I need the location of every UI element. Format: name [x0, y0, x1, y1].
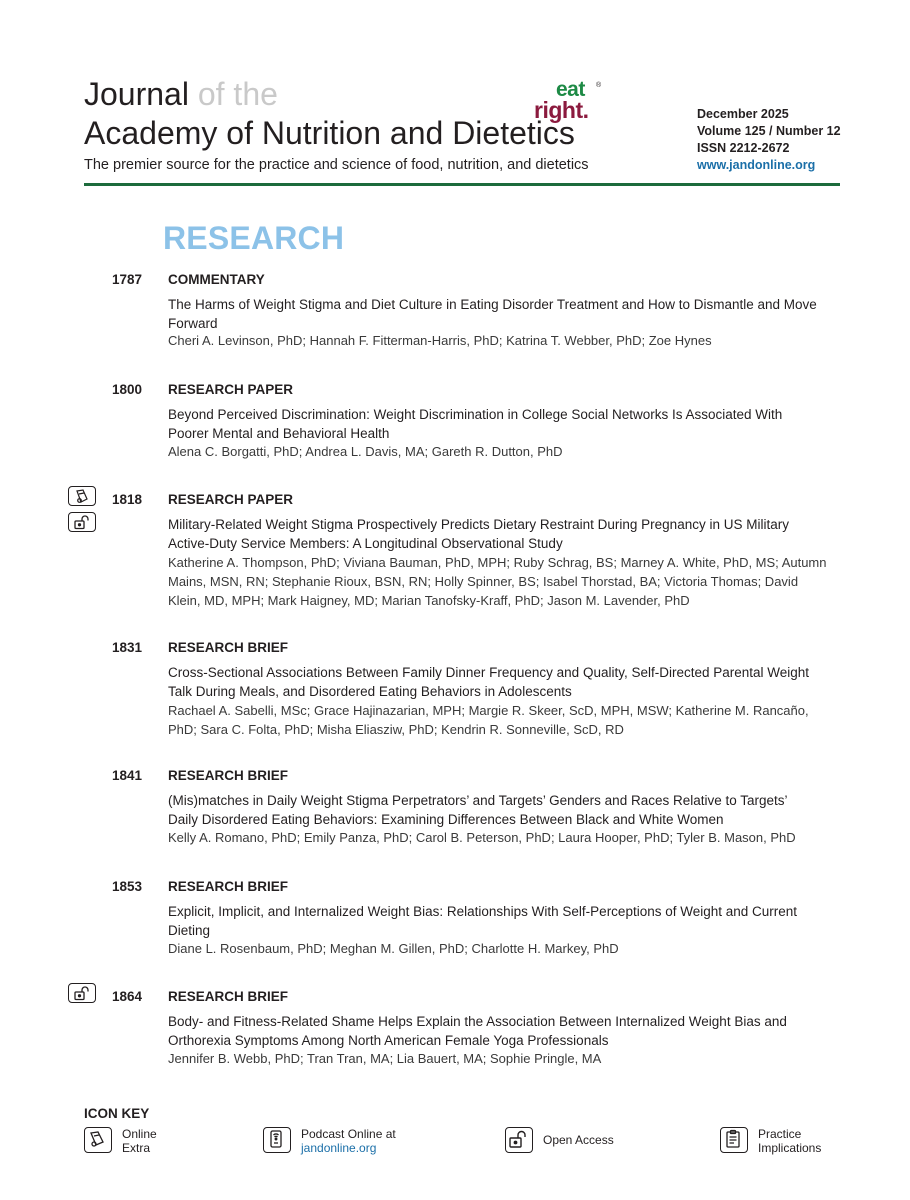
online-extra-icon	[68, 486, 96, 506]
icon-key-title: ICON KEY	[84, 1106, 150, 1121]
article-authors: Kelly A. Romano, PhD; Emily Panza, PhD; Carol B. Peterson, PhD; Laura Hooper, PhD; Tyler B. Mason, PhD	[168, 830, 796, 845]
open-access-icon	[68, 512, 96, 532]
logo-registered-mark: ®	[596, 82, 602, 89]
podcast-icon	[263, 1127, 291, 1153]
article-authors: Cheri A. Levinson, PhD; Hannah F. Fitterman-Harris, PhD; Katrina T. Webber, PhD; Zoe Hynes	[168, 333, 712, 348]
journal-title-journal: Journal	[84, 76, 189, 112]
logo-right-text: right.	[534, 97, 589, 123]
icon-key-open-access	[505, 1127, 614, 1153]
icon-key-label: Implications	[758, 1141, 822, 1155]
journal-title-line1	[84, 76, 278, 112]
page-number: 1831	[112, 640, 143, 655]
article-title[interactable]: The Harms of Weight Stigma and Diet Culture in Eating Disorder Treatment and How to Dismantle and Move Forward	[168, 297, 817, 331]
page-number: 1841	[112, 768, 143, 783]
article-category: RESEARCH BRIEF	[168, 768, 289, 783]
article-authors: Rachael A. Sabelli, MSc; Grace Hajinazarian, MPH; Margie R. Skeer, ScD, MPH, MSW; Katherine M. Rancaño, PhD; Sara C. Folta, PhD; Misha Eliasziw, PhD; Kendrin R. Sonneville, ScD, RD	[168, 703, 809, 737]
article-category: COMMENTARY	[168, 272, 265, 287]
issue-info	[697, 106, 841, 174]
masthead-rule	[84, 183, 840, 186]
icon-key-label: Podcast Online at	[301, 1127, 396, 1141]
entry-icons	[68, 486, 102, 538]
icon-key-label: Practice	[758, 1127, 802, 1141]
article-title[interactable]: Cross-Sectional Associations Between Family Dinner Frequency and Quality, Self-Directed Parental Weight Talk During Meals, and Disordered Eating Behaviors in Adolescents	[168, 665, 810, 699]
article-authors: Katherine A. Thompson, PhD; Viviana Bauman, PhD, MPH; Ruby Schrag, BS; Marney A. White, PhD, MS; Autumn Mains, MSN, RN; Stephanie Rioux, BSN, RN; Holly Spinner, BS; Isabel Thorstad, BA; Victoria Thomas; David Klein, MD, MPH; Mark Haigney, MD; Marian Tanofsky-Kraff, PhD; Jason M. Lavender, PhD	[168, 555, 827, 608]
eat-right-logo	[532, 78, 606, 124]
logo-eat-text: eat	[556, 78, 585, 101]
article-category: RESEARCH BRIEF	[168, 879, 289, 894]
article-category: RESEARCH PAPER	[168, 492, 294, 507]
online-extra-icon	[84, 1127, 112, 1153]
page-number: 1818	[112, 492, 143, 507]
article-authors: Alena C. Borgatti, PhD; Andrea L. Davis, MA; Gareth R. Dutton, PhD	[168, 444, 563, 459]
article-title[interactable]: Body- and Fitness-Related Shame Helps Explain the Association Between Internalized Weight Bias and Orthorexia Symptoms Among North American Female Yoga Professionals	[168, 1014, 787, 1048]
article-category: RESEARCH BRIEF	[168, 989, 289, 1004]
issue-date: December 2025	[697, 107, 789, 121]
article-category: RESEARCH PAPER	[168, 382, 294, 397]
podcast-link[interactable]: jandonline.org	[301, 1141, 377, 1155]
article-title[interactable]: Beyond Perceived Discrimination: Weight Discrimination in College Social Networks Is Associated With Poorer Mental and Behavioral Health	[168, 407, 783, 441]
icon-key-podcast	[263, 1127, 396, 1155]
journal-tagline: The premier source for the practice and science of food, nutrition, and dietetics	[84, 157, 589, 173]
issue-volume: Volume 125 / Number 12	[697, 124, 841, 138]
page-number: 1853	[112, 879, 143, 894]
open-access-icon	[68, 983, 96, 1003]
practice-implications-icon	[720, 1127, 748, 1153]
article-title[interactable]: Explicit, Implicit, and Internalized Weight Bias: Relationships With Self-Perceptions of Weight and Current Dieting	[168, 904, 798, 938]
page-number: 1787	[112, 272, 143, 287]
icon-key-label: Online	[122, 1127, 157, 1141]
icon-key-label: Open Access	[543, 1133, 614, 1147]
article-title[interactable]: (Mis)matches in Daily Weight Stigma Perpetrators’ and Targets’ Genders and Races Relative to Targets’ Daily Disordered Eating Behaviors: Examining Differences Between Black and White Women	[168, 793, 788, 827]
icon-key-online-extra	[84, 1127, 157, 1155]
entry-icons	[68, 983, 102, 1009]
journal-website-link[interactable]: www.jandonline.org	[697, 158, 816, 172]
journal-title-of-the: of the	[197, 76, 278, 112]
page-number: 1800	[112, 382, 143, 397]
icon-key-label: Extra	[122, 1141, 151, 1155]
article-category: RESEARCH BRIEF	[168, 640, 289, 655]
page-number: 1864	[112, 989, 143, 1004]
section-title: RESEARCH	[163, 220, 345, 256]
icon-key-practice-implications	[720, 1127, 821, 1155]
open-access-icon	[505, 1127, 533, 1153]
article-authors: Jennifer B. Webb, PhD; Tran Tran, MA; Lia Bauert, MA; Sophie Pringle, MA	[168, 1051, 602, 1066]
article-title[interactable]: Military-Related Weight Stigma Prospectively Predicts Dietary Restraint During Pregnancy in US Military Active-Duty Service Members: A Longitudinal Observational Study	[168, 517, 789, 551]
article-authors: Diane L. Rosenbaum, PhD; Meghan M. Gillen, PhD; Charlotte H. Markey, PhD	[168, 941, 619, 956]
journal-title-line2: Academy of Nutrition and Dietetics	[84, 115, 575, 151]
issue-issn: ISSN 2212-2672	[697, 141, 790, 155]
